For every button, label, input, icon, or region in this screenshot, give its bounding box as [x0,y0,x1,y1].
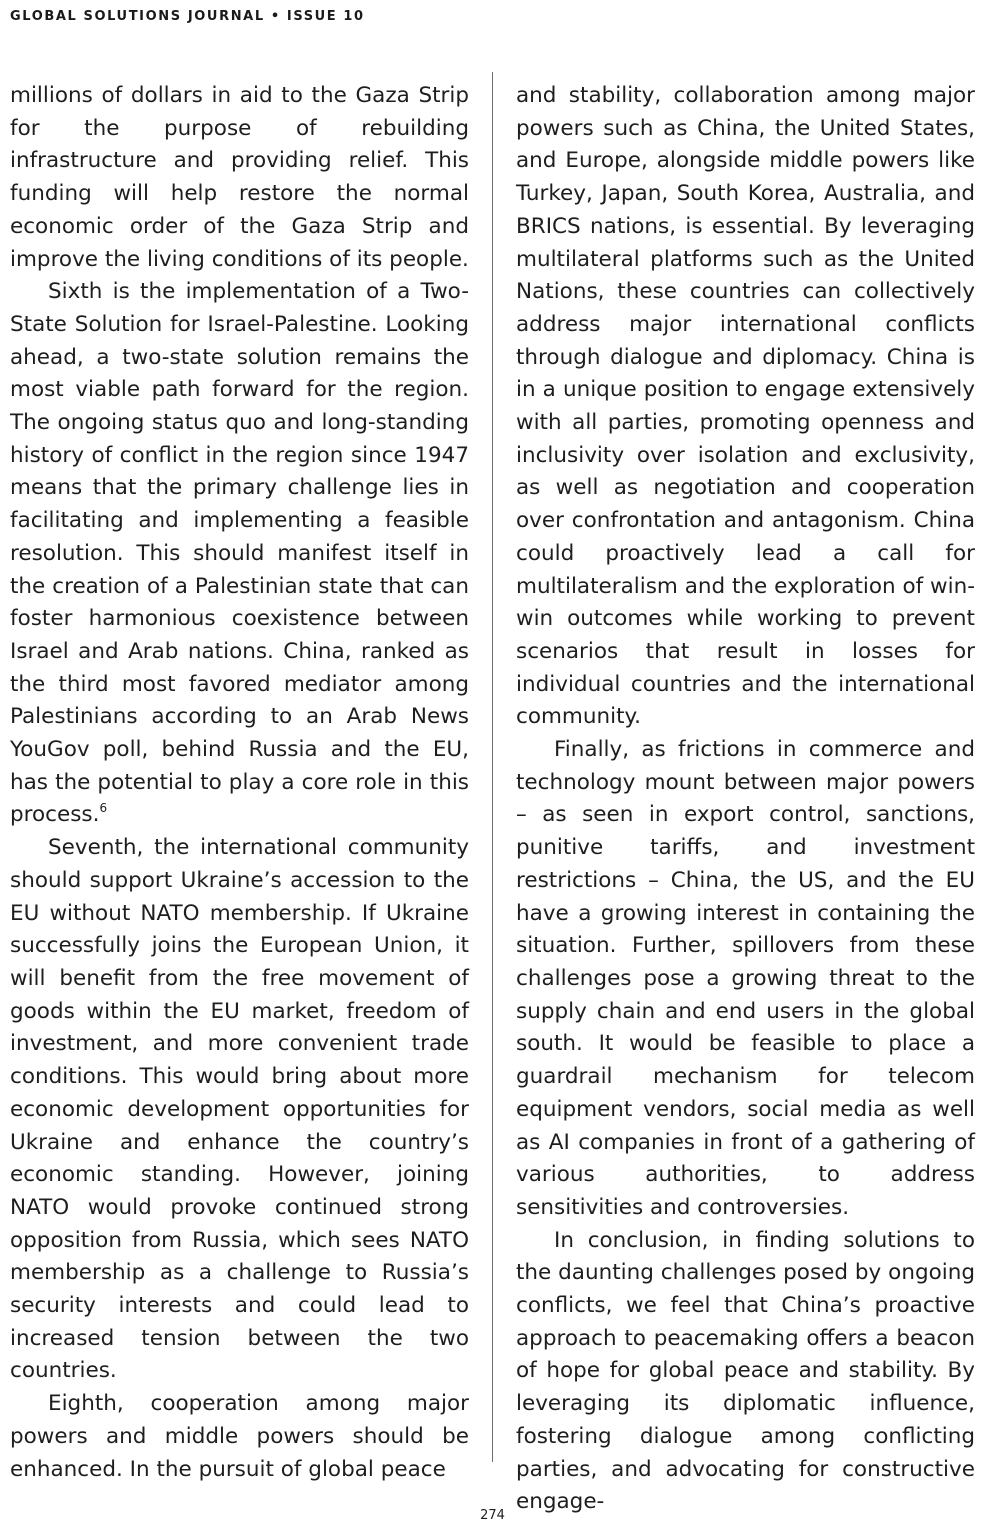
right-column [516,80,975,1519]
paragraph-major-middle-powers [10,1388,469,1486]
left-column [10,80,469,1486]
paragraph-commerce-technology-frictions [516,734,975,1225]
paragraph-aid-to-gaza [10,80,469,276]
paragraph-multilateral-cooperation [516,80,975,734]
paragraph-two-state-solution [10,276,469,832]
paragraph-text: Sixth is the implementation of a Two-State Solution for Israel-Palestine. Looking ahead, a two-state solution remains the most viable path forward for the region. The ongoing status quo and long-standing history of conflict in the region since 1947 means that the primary challenge lies in facilitating and implementing a feasible resolution. This should manifest itself in the creation of a Palestinian state that can foster harmonious coexistence between Israel and Arab nations. China, ranked as the third most favored mediator among Palestinians according to an Arab News YouGov poll, behind Russia and the EU, has the potential to play a core role in this process. [10,279,469,828]
paragraph-text: In conclusion, in finding solutions to the daunting challenges posed by ongoing conflicts, we feel that China’s proactive approach to peacemaking offers a beacon of hope for global peace and stability. By leveraging its diplomatic influence, fostering dialogue among conflicting parties, and advocating for constructive engage- [516,1227,975,1515]
paragraph-text: Finally, as frictions in commerce and technology mount between major powers – as seen in export control, sanctions, punitive tariffs, and investment restrictions – China, the US, and the EU have a growing interest in containing the situation. Further, spillovers from these challenges pose a growing threat to the supply chain and end users in the global south. It would be feasible to place a guardrail mechanism for telecom equipment vendors, social media as well as AI companies in front of a gathering of various authorities, to address sensitivities and controversies. [516,737,975,1220]
paragraph-ukraine-eu-accession [10,832,469,1388]
paragraph-text: and stability, collaboration among major powers such as China, the United States, and Europe, alongside middle powers like Turkey, Japan, South Korea, Australia, and BRICS nations, is essential. By leveraging multilateral platforms such as the United Nations, these countries can collectively address major international conflicts through dialogue and diplomacy. China is in a unique position to engage extensively with all parties, promoting openness and inclusivity over isolation and exclusivity, as well as negotiation and cooperation over confrontation and antagonism. China could proactively lead a call for multilateralism and the exploration of win-win outcomes while working to prevent scenarios that result in losses for individual countries and the international community. [516,83,975,730]
paragraph-text: millions of dollars in aid to the Gaza Strip for the purpose of rebuilding infrastructure and providing relief. This funding will help restore the normal economic order of the Gaza Strip and improve the living conditions of its people. [10,83,469,272]
paragraph-text: Seventh, the international community should support Ukraine’s accession to the EU without NATO membership. If Ukraine successfully joins the European Union, it will benefit from the free movement of goods within the EU market, freedom of investment, and more convenient trade conditions. This would bring about more economic development opportunities for Ukraine and enhance the country’s economic standing. However, joining NATO would provoke continued strong opposition from Russia, which sees NATO membership as a challenge to Russia’s security interests and could lead to increased tension between the two countries. [10,835,469,1384]
paragraph-text: Eighth, cooperation among major powers and middle powers should be enhanced. In the pursuit of global peace [10,1391,469,1482]
page-number: 274 [480,1508,505,1523]
column-divider [492,72,493,1462]
footnote-marker[interactable]: 6 [99,801,108,816]
running-header: GLOBAL SOLUTIONS JOURNAL • ISSUE 10 [10,9,365,24]
paragraph-conclusion [516,1225,975,1519]
